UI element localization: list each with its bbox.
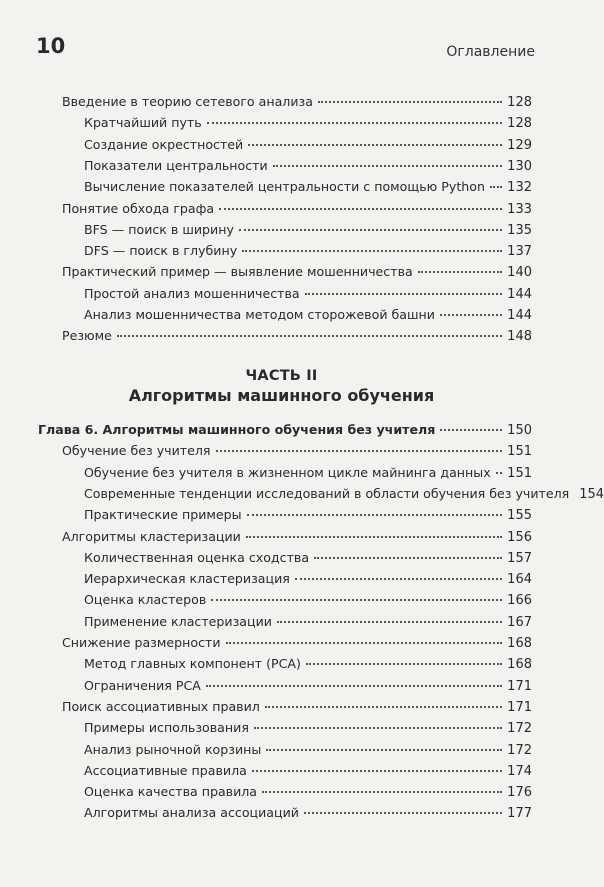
dot-leader: [211, 599, 502, 601]
toc-entry: [84, 571, 532, 588]
toc-entry: [62, 201, 532, 218]
toc-entry-page: 151: [507, 465, 532, 481]
toc-entry-title: Поиск ассоциативных правил: [62, 698, 260, 714]
toc-entry-page: 150: [507, 423, 532, 438]
toc-entry-title: Практические примеры: [84, 507, 242, 523]
dot-leader: [440, 314, 502, 316]
toc-entry-title: Современные тенденции исследований в области обучения без учителя: [84, 485, 570, 501]
dot-leader: [304, 812, 502, 814]
toc-entry: [84, 158, 532, 175]
toc-entry: [62, 264, 532, 281]
toc-entry: [84, 507, 532, 524]
toc-entry-title: Резюме: [62, 328, 112, 344]
toc-entry: [84, 286, 532, 303]
toc-entry: [84, 465, 532, 482]
toc-entry-page: 166: [507, 593, 532, 609]
toc-entry-title: Обучение без учителя: [62, 443, 211, 459]
part-heading: [0, 368, 563, 405]
dot-leader: [216, 450, 503, 452]
dot-leader: [490, 186, 502, 188]
toc-entry-title: Иерархическая кластеризация: [84, 571, 290, 587]
toc-entry-page: 174: [507, 763, 532, 779]
toc-entry-page: 168: [507, 636, 532, 651]
dot-leader: [295, 578, 502, 580]
running-title: Оглавление: [446, 44, 535, 60]
toc-entry: [84, 784, 532, 801]
toc-entry-title: Обучение без учителя в жизненном цикле майнинга данных: [84, 464, 491, 480]
toc-entry-page: 154: [579, 486, 604, 502]
dot-leader: [273, 165, 502, 167]
dot-leader: [226, 642, 503, 644]
dot-leader: [266, 749, 502, 751]
toc-entry: [84, 656, 532, 673]
toc-entry: [84, 678, 532, 695]
toc-entry: [84, 137, 532, 154]
toc-entry-title: Количественная оценка сходства: [84, 549, 310, 565]
part-label: ЧАСТЬ II: [245, 368, 318, 384]
toc-entry: [84, 550, 532, 567]
dot-leader: [207, 122, 502, 124]
dot-leader: [262, 791, 502, 793]
toc-entry: [62, 443, 532, 460]
dot-leader: [252, 770, 502, 772]
toc-entry: [62, 94, 532, 111]
toc-entry-page: 157: [507, 550, 532, 566]
toc-entry-title: Оценка кластеров: [84, 592, 207, 608]
toc-entry: [84, 805, 532, 822]
toc-entry-title: Простой анализ мошенничества: [84, 285, 300, 301]
toc-entry-title: DFS — поиск в глубину: [84, 243, 238, 259]
toc-entry-page: 137: [507, 244, 532, 260]
dot-leader: [219, 208, 502, 210]
toc-entry: [62, 328, 532, 345]
dot-leader: [206, 685, 502, 687]
toc-entry-title: Оценка качества правила: [84, 784, 258, 800]
toc-entry: [84, 592, 532, 609]
toc-entry-title: Ассоциативные правила: [84, 762, 247, 778]
toc-entry: [62, 529, 532, 546]
toc-entry-page: 171: [507, 678, 532, 694]
toc-entry-page: 167: [507, 614, 532, 630]
toc-entry-title: Метод главных компонент (PCA): [84, 656, 301, 672]
toc-entry: [84, 307, 532, 324]
toc-entry-title: Понятие обхода графа: [62, 200, 215, 216]
toc-entry: [84, 763, 532, 780]
toc-entry-title: Алгоритмы анализа ассоциаций: [84, 805, 299, 821]
toc-entry-title: Кратчайший путь: [84, 115, 202, 131]
dot-leader: [306, 663, 502, 665]
toc-entry-page: 148: [507, 329, 532, 345]
toc-entry-page: 172: [507, 721, 532, 737]
toc-entry-page: 156: [507, 529, 532, 545]
dot-leader: [242, 250, 502, 252]
toc-entry-title: Применение кластеризации: [84, 613, 272, 629]
dot-leader: [496, 472, 503, 474]
toc-entry-title: BFS — поиск в ширину: [84, 221, 234, 237]
toc-entry-title: Примеры использования: [84, 720, 249, 736]
toc-entry-page: 130: [507, 158, 532, 174]
dot-leader: [265, 706, 502, 708]
toc-entry-page: 164: [507, 572, 532, 588]
toc-entry-page: 168: [507, 657, 532, 673]
toc-entry-page: 151: [507, 444, 532, 460]
toc-entry-title: Вычисление показателей центральности с помощью Python: [84, 179, 485, 195]
toc-entry: [84, 485, 604, 503]
toc-entry-page: 177: [507, 806, 532, 822]
toc-entry-page: 176: [507, 785, 532, 801]
toc-entry-title: Глава 6. Алгоритмы машинного обучения без учителя: [38, 422, 436, 437]
dot-leader: [418, 271, 502, 273]
dot-leader: [239, 229, 502, 231]
toc-entry-title: Показатели центральности: [84, 157, 268, 173]
toc-entry-page: 128: [507, 116, 532, 132]
dot-leader: [440, 429, 502, 431]
toc-entry-page: 144: [507, 286, 532, 302]
toc-entry: [84, 115, 532, 132]
dot-leader: [117, 335, 502, 337]
dot-leader: [305, 293, 503, 295]
toc-entry: [84, 720, 532, 737]
toc-entry-page: 144: [507, 308, 532, 323]
dot-leader: [248, 144, 502, 146]
toc-entry-page: 129: [507, 137, 532, 153]
toc-entry-page: 172: [507, 742, 532, 758]
toc-entry-title: Анализ мошенничества методом сторожевой башни: [84, 307, 435, 322]
toc-entry: [84, 614, 532, 631]
dot-leader: [247, 514, 503, 516]
toc-entry-title: Создание окрестностей: [84, 136, 244, 152]
toc-entry-title: Анализ рыночной корзины: [84, 741, 262, 757]
toc-entry: [62, 635, 532, 652]
toc-entry-page: 171: [507, 699, 532, 715]
toc-entry: [84, 222, 532, 239]
page-header: [0, 34, 563, 64]
toc-chapter: [38, 422, 532, 439]
toc-entry-title: Ограничения PCA: [84, 677, 201, 693]
toc-entry: [84, 742, 532, 759]
toc-entry-title: Алгоритмы кластеризации: [62, 528, 241, 544]
toc-entry-page: 155: [507, 508, 532, 524]
dot-leader: [318, 101, 502, 103]
toc-entry-title: Практический пример — выявление мошенничества: [62, 264, 413, 280]
toc-entry-page: 128: [507, 95, 532, 110]
toc-entry: [62, 699, 532, 716]
toc-entry-page: 133: [507, 201, 532, 217]
dot-leader: [277, 621, 502, 623]
page-number: 10: [36, 34, 66, 58]
dot-leader: [314, 557, 502, 559]
dot-leader: [246, 536, 502, 538]
toc-entry-page: 135: [507, 222, 532, 238]
toc-entry-page: 132: [507, 180, 532, 196]
toc-entry: [84, 179, 532, 196]
dot-leader: [254, 727, 502, 729]
toc-entry-page: 140: [507, 265, 532, 281]
toc-entry: [84, 243, 532, 260]
part-title: Алгоритмы машинного обучения: [128, 386, 435, 405]
toc-entry-title: Введение в теорию сетевого анализа: [62, 94, 313, 109]
toc-entry-title: Снижение размерности: [62, 635, 221, 650]
